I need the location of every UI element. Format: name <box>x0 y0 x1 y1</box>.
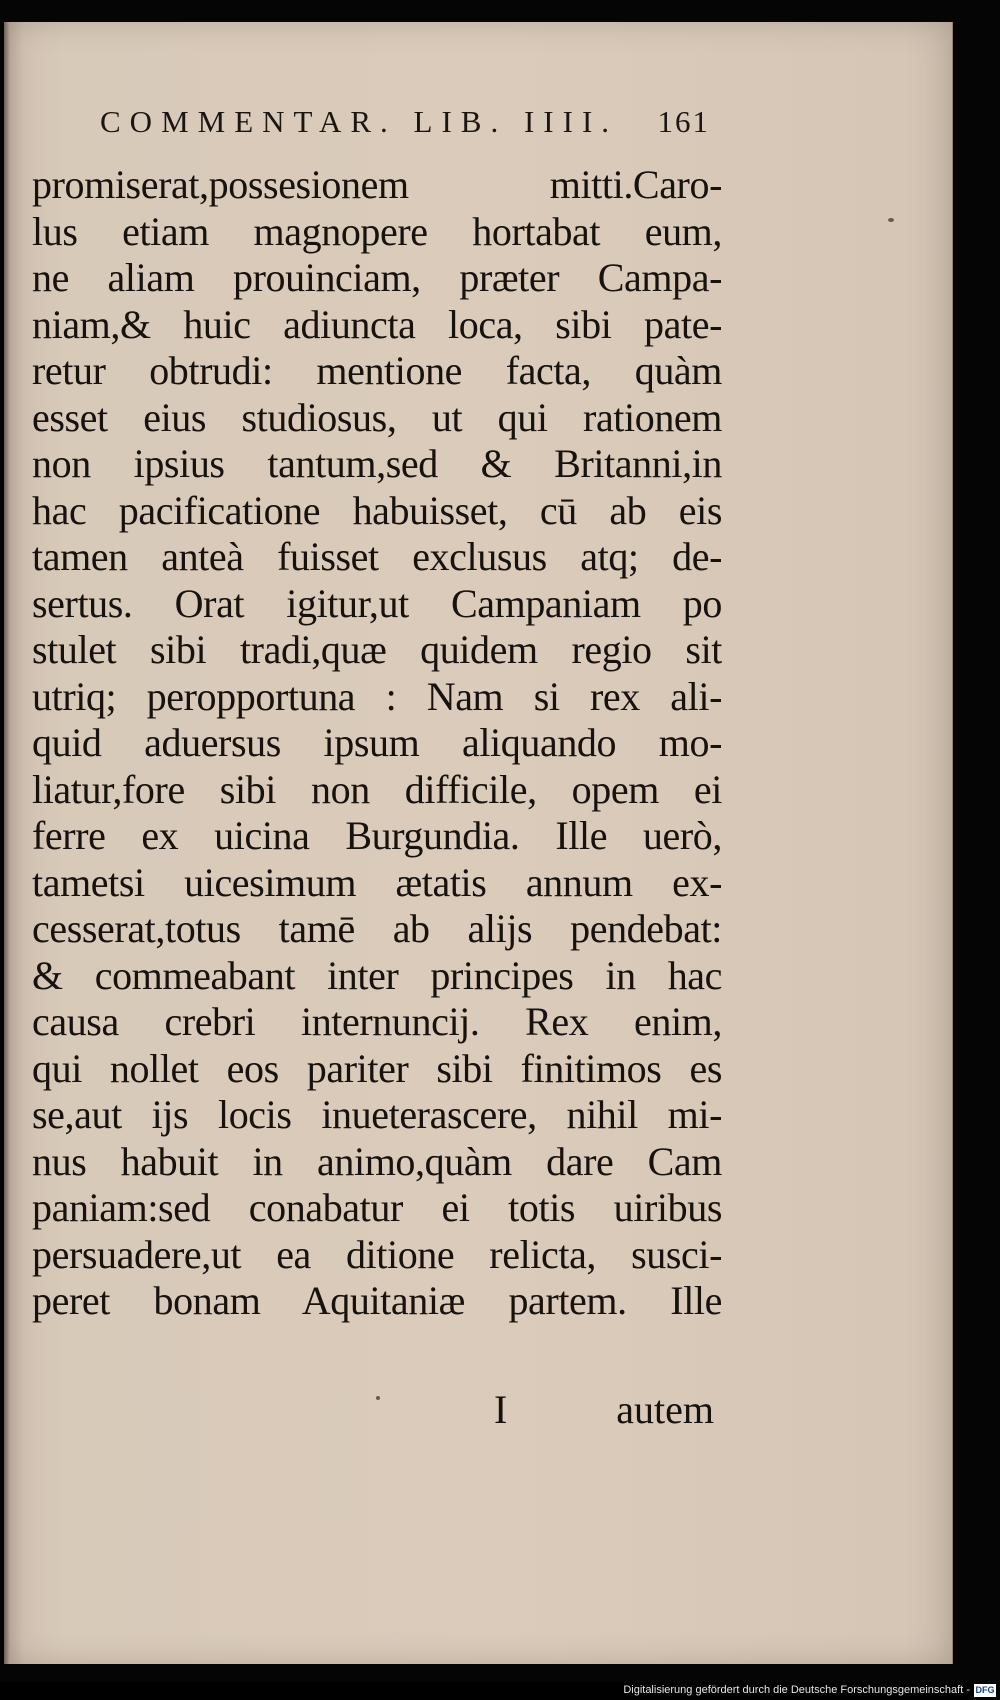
text-line: causa crebri internuncij. Rex enim, <box>32 999 722 1044</box>
page-number: 161 <box>657 104 710 139</box>
text-line: se,aut ijs locis inueterascere, nihil mi- <box>32 1092 722 1137</box>
text-line: promiserat,possesionem mitti.Caro- <box>32 162 722 207</box>
paper-speck <box>888 218 894 222</box>
text-line: non ipsius tantum,sed & Britanni,in <box>32 441 722 486</box>
text-line: liatur,fore sibi non difficile, opem ei <box>32 766 722 812</box>
text-line: utriq; peropportuna : Nam si rex ali- <box>32 673 722 719</box>
text-line: cesserat,totus tamē ab alijs pendebat: <box>32 906 722 951</box>
text-line: sertus. Orat igitur,ut Campaniam po <box>32 580 722 626</box>
text-line: qui nollet eos pariter sibi finitimos es <box>32 1045 722 1091</box>
text-line: stulet sibi tradi,quæ quidem regio sit <box>32 627 722 672</box>
text-line: lus etiam magnopere hortabat eum, <box>32 208 722 254</box>
text-line: & commeabant inter principes in hac <box>32 952 722 998</box>
body-text <box>32 162 722 1325</box>
digitization-credit: Digitalisierung gefördert durch die Deutsche Forschungsgemeinschaft - <box>623 1684 970 1696</box>
signature-mark: I <box>494 1387 508 1432</box>
text-line: peret bonam Aquitaniæ partem. Ille <box>32 1278 722 1323</box>
text-line: persuadere,ut ea ditione relicta, susci- <box>32 1231 722 1277</box>
page-paper <box>4 22 953 1664</box>
text-line: nus habuit in animo,quàm dare Cam <box>32 1138 722 1184</box>
running-head <box>100 104 710 154</box>
running-head-title: COMMENTAR. LIB. IIII. <box>100 104 619 139</box>
page-binding-edge <box>4 22 10 1664</box>
text-line: esset eius studiosus, ut qui rationem <box>32 394 722 440</box>
text-line: ferre ex uicina Burgundia. Ille uerò, <box>32 813 722 858</box>
text-line: tamen anteà fuisset exclusus atq; de- <box>32 534 722 579</box>
text-line: hac pacificatione habuisset, cū ab eis <box>32 487 722 533</box>
paper-speck <box>376 1396 380 1400</box>
text-line: ne aliam prouinciam, præter Campa- <box>32 255 722 300</box>
text-line: tametsi uicesimum ætatis annum ex- <box>32 859 722 905</box>
text-line: paniam:sed conabatur ei totis uiribus <box>32 1185 722 1230</box>
text-line: retur obtrudi: mentione facta, quàm <box>32 348 722 393</box>
catchword: autem <box>616 1387 714 1432</box>
text-line: quid aduersus ipsum aliquando mo- <box>32 720 722 765</box>
text-line: niam,& huic adiuncta loca, sibi pate- <box>32 301 722 347</box>
dfg-logo: DFG <box>975 1685 995 1695</box>
page-footer <box>464 1386 714 1436</box>
